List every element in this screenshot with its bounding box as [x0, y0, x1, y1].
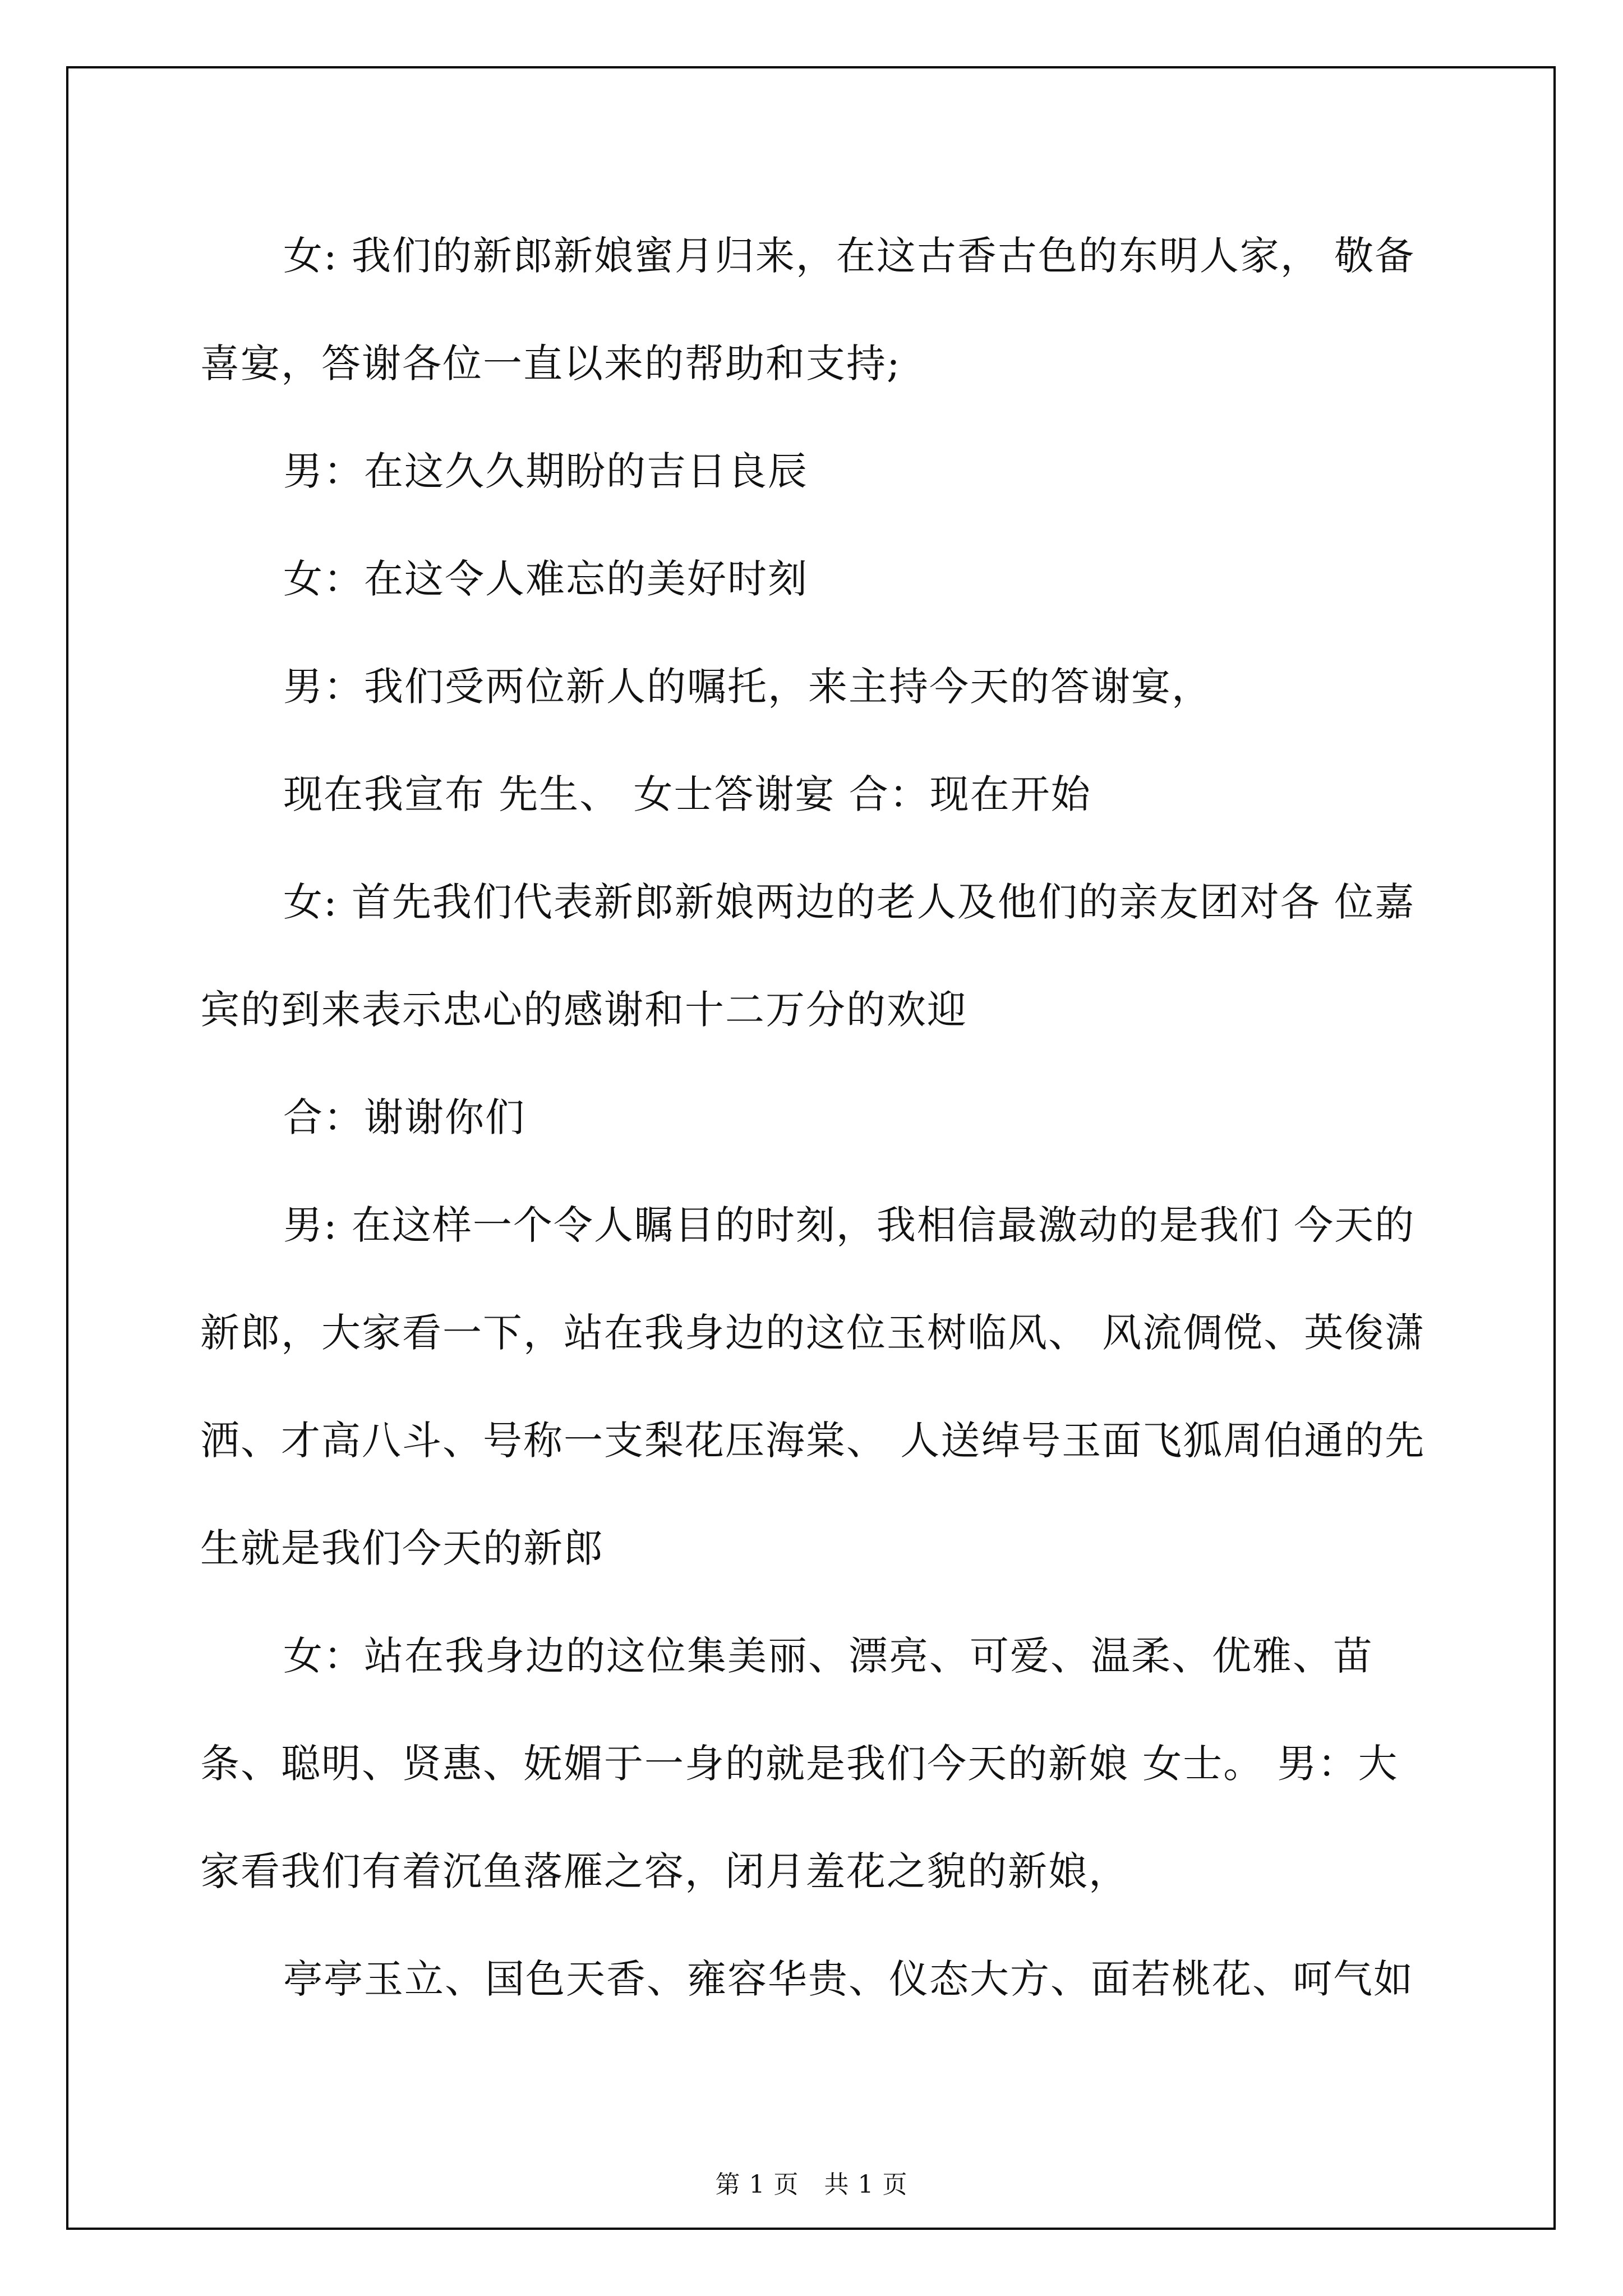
paragraph: 女：站在我身边的这位集美丽、漂亮、可爱、温柔、优雅、苗条、聪明、贤惠、妩媚于一身的就是我们今天的新娘 女士。 男：大家看我们有着沉鱼落雁之容，闭月羞花之貌的新娘，	[200, 1633, 1399, 1894]
paragraph: 现在我宣布 先生、 女士答谢宴 合：现在开始	[283, 771, 1091, 817]
paragraph: 女：在这令人难忘的美好时刻	[283, 556, 808, 602]
paragraph: 合：谢谢你们	[283, 1094, 525, 1140]
paragraph: 女: 首先我们代表新郎新娘两边的老人及他们的亲友团对各 位嘉宾的到来表示忠心的感谢和十二万分的欢迎	[200, 879, 1415, 1033]
document-body	[200, 202, 1434, 2033]
paragraph: 男：在这久久期盼的吉日良辰	[283, 448, 808, 494]
paragraph: 女: 我们的新郎新娘蜜月归来，在这古香古色的东明人家， 敬备喜宴，答谢各位一直以来的帮助和支持;	[200, 233, 1415, 386]
page-footer: 第 1 页 共 1 页	[715, 2170, 908, 2199]
paragraph: 男：我们受两位新人的嘱托，来主持今天的答谢宴，	[283, 664, 1212, 710]
paragraph: 男: 在这样一个令人瞩目的时刻，我相信最激动的是我们 今天的新郎，大家看一下，站在我身边的这位玉树临风、 风流倜傥、英俊潇洒、才高八斗、号称一支梨花压海棠、 人送绰号玉面飞狐周伯通的先生就是我们今天的新郎	[200, 1202, 1426, 1571]
paragraph: 亭亭玉立、国色天香、雍容华贵、仪态大方、面若桃花、呵气如	[283, 1956, 1414, 2002]
